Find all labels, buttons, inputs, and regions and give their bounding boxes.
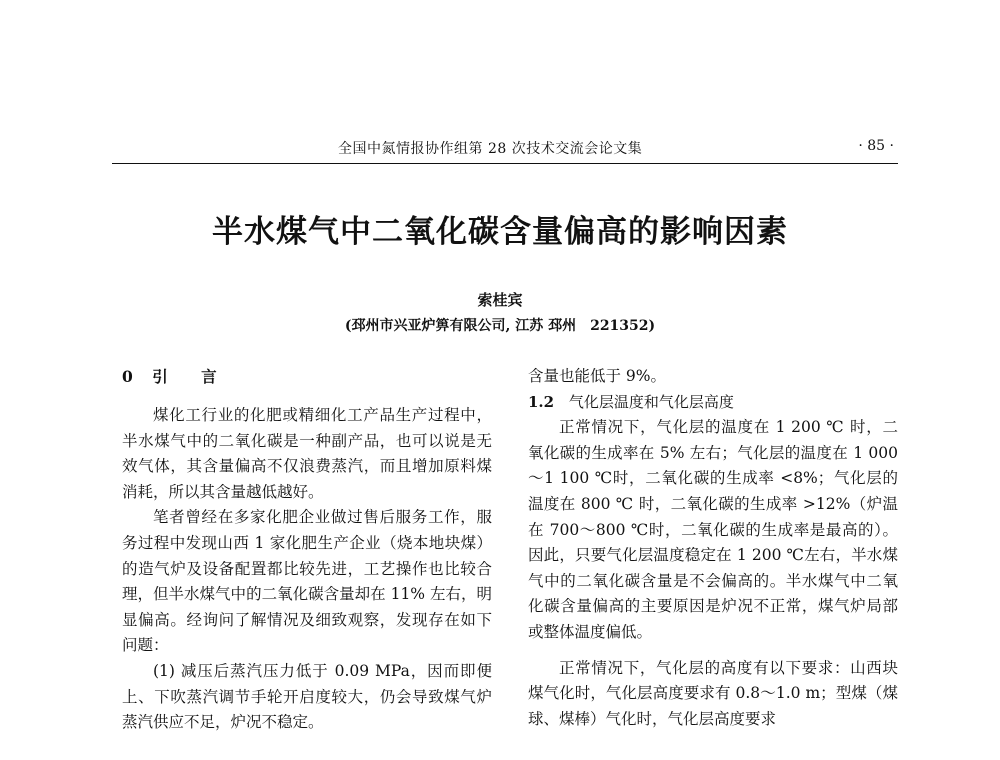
running-header [112,134,898,162]
section-heading-introduction [122,364,492,389]
section-number: 0 [122,367,133,386]
author-name: 索桂宾 [477,291,523,309]
body-paragraph-2: 正常情况下，气化层的高度有以下要求：山西块煤气化时，气化层高度要求有 0.8～1.0 m；型煤（煤球、煤棒）气化时，气化层高度要求 [528,658,898,728]
page-number: · 85 · [858,138,894,154]
body-paragraph-1: 正常情况下，气化层的温度在 1 200 ℃ 时，二氧化碳的生成率在 5% 左右；气化层的温度在 1 000～1 100 ℃时，二氧化碳的生成率 <8%；气化层的温度在 800 ℃ 时，二氧化碳的生成率 >12%（炉温在 700～800 ℃时，二氧化碳的生成率是最高的）。因此，只要气化层温度稳定在 1 200 ℃左右，半水煤气中的二氧化碳含量是不会偏高的。半水煤气中二氧化碳含量偏高的主要原因是炉况不正常，煤气炉局部或整体温度偏低。 [528,418,898,641]
subsection-heading-1-2 [528,390,898,416]
right-column [528,364,898,732]
paper-title: 半水煤气中二氧化碳含量偏高的影响因素 [212,214,788,250]
intro-paragraph-3: (1) 减压后蒸汽压力低于 0.09 MPa，因而即便上、下吹蒸汽调节手轮开启度较大，仍会导致煤气炉蒸汽供应不足，炉况不稳定。 [122,661,492,732]
continued-text: 含量也能低于 9%。 [528,367,667,385]
left-column [122,364,492,736]
intro-paragraph-1: 煤化工行业的化肥或精细化工产品生产过程中，半水煤气中的二氧化碳是一种副产品，也可以说是无效气体，其含量偏高不仅浪费蒸汽，而且增加原料煤消耗，所以其含量越低越好。 [122,406,492,501]
section-title: 引 言 [152,367,231,386]
subsection-number: 1.2 [528,392,555,411]
subsection-title: 气化层温度和气化层高度 [568,392,734,411]
intro-paragraph-2: 笔者曾经在多家化肥企业做过售后服务工作，服务过程中发现山西 1 家化肥生产企业（烧本地块煤）的造气炉及设备配置都比较先进，工艺操作也比较合理，但半水煤气中的二氧化碳含量却在 11% 左右，明显偏高。经询问了解情况及细致观察，发现存在如下问题： [122,508,492,655]
author-affiliation: (邳州市兴亚炉箅有限公司, 江苏 邳州 221352) [344,318,656,334]
proceedings-series-title: 全国中氮情报协作组第 28 次技术交流会论文集 [338,141,643,157]
header-rule [112,163,898,164]
